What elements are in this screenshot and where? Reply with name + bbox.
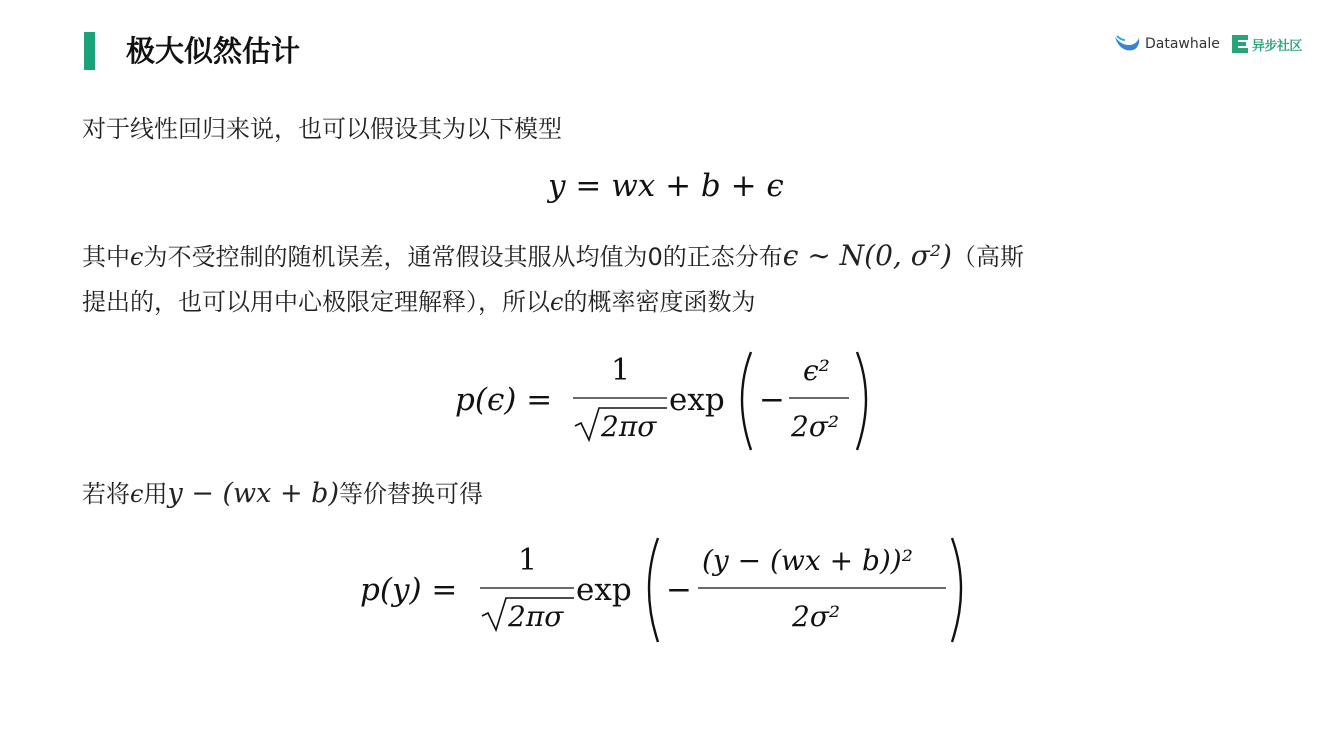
desc-line1-part-a: 其中 [82,243,130,271]
whale-icon [1113,32,1141,56]
pdf-y-frac-num: (y − (wx + b))² [702,544,913,577]
pdf-y-numerator: 1 [518,543,538,578]
description-line-1 [82,232,1024,281]
pdf-epsilon-equation [455,340,885,458]
right-paren-icon [857,352,866,450]
pdf-epsilon-svg [455,340,885,458]
datawhale-logo-text: Datawhale [1145,36,1220,52]
desc-line1-part-b: 为不受控制的随机误差，通常假设其服从均值为0的正态分布 [143,243,783,271]
pdf-eps-lhs: p(ϵ) = [455,382,553,418]
community-logo [1230,33,1302,55]
substitution-text [82,470,483,518]
minus-sign: − [759,382,785,418]
subst-part-c: 等价替换可得 [338,480,483,508]
pdf-y-lhs: p(y) = [360,572,458,608]
subst-part-a: 若将 [82,480,130,508]
pdf-eps-frac-num: ϵ² [803,354,830,387]
left-paren-icon [649,538,658,642]
datawhale-logo [1113,32,1220,56]
subst-part-b: 用 [143,480,168,508]
community-logo-text: 异步社区 [1251,38,1302,54]
pdf-eps-exp: exp [669,382,725,418]
page-title: 极大似然估计 [126,34,301,68]
pdf-y-frac-den: 2σ² [792,600,841,633]
epsilon-symbol: ϵ [130,480,144,508]
right-paren-icon [952,538,961,642]
model-equation [548,168,784,204]
desc-line1-part-c: （高斯 [951,243,1024,271]
normal-distribution: ϵ ∼ N(0, σ²) [782,239,952,272]
pdf-eps-denominator: 2πσ [601,410,657,443]
pdf-y-exp: exp [576,572,632,608]
model-equation-text: y = wx + b + ϵ [548,168,784,204]
intro-text: 对于线性回归来说，也可以假设其为以下模型 [82,115,562,143]
desc-line2-part-b: 的概率密度函数为 [563,288,756,316]
minus-sign: − [666,572,692,608]
community-icon [1230,33,1250,55]
logo-group [1113,29,1302,59]
pdf-y-svg [360,530,980,648]
pdf-y-equation [360,530,980,648]
pdf-eps-frac-den: 2σ² [791,410,840,443]
desc-line2-part-a: 提出的，也可以用中心极限定理解释），所以 [82,288,550,316]
epsilon-symbol: ϵ [130,243,144,271]
description-line-2 [82,279,755,326]
pdf-eps-numerator: 1 [611,353,631,388]
title-accent-bar [84,32,95,70]
subst-expression: y − (wx + b) [167,478,339,509]
epsilon-symbol: ϵ [550,288,564,316]
pdf-y-denominator: 2πσ [508,600,564,633]
left-paren-icon [742,352,751,450]
